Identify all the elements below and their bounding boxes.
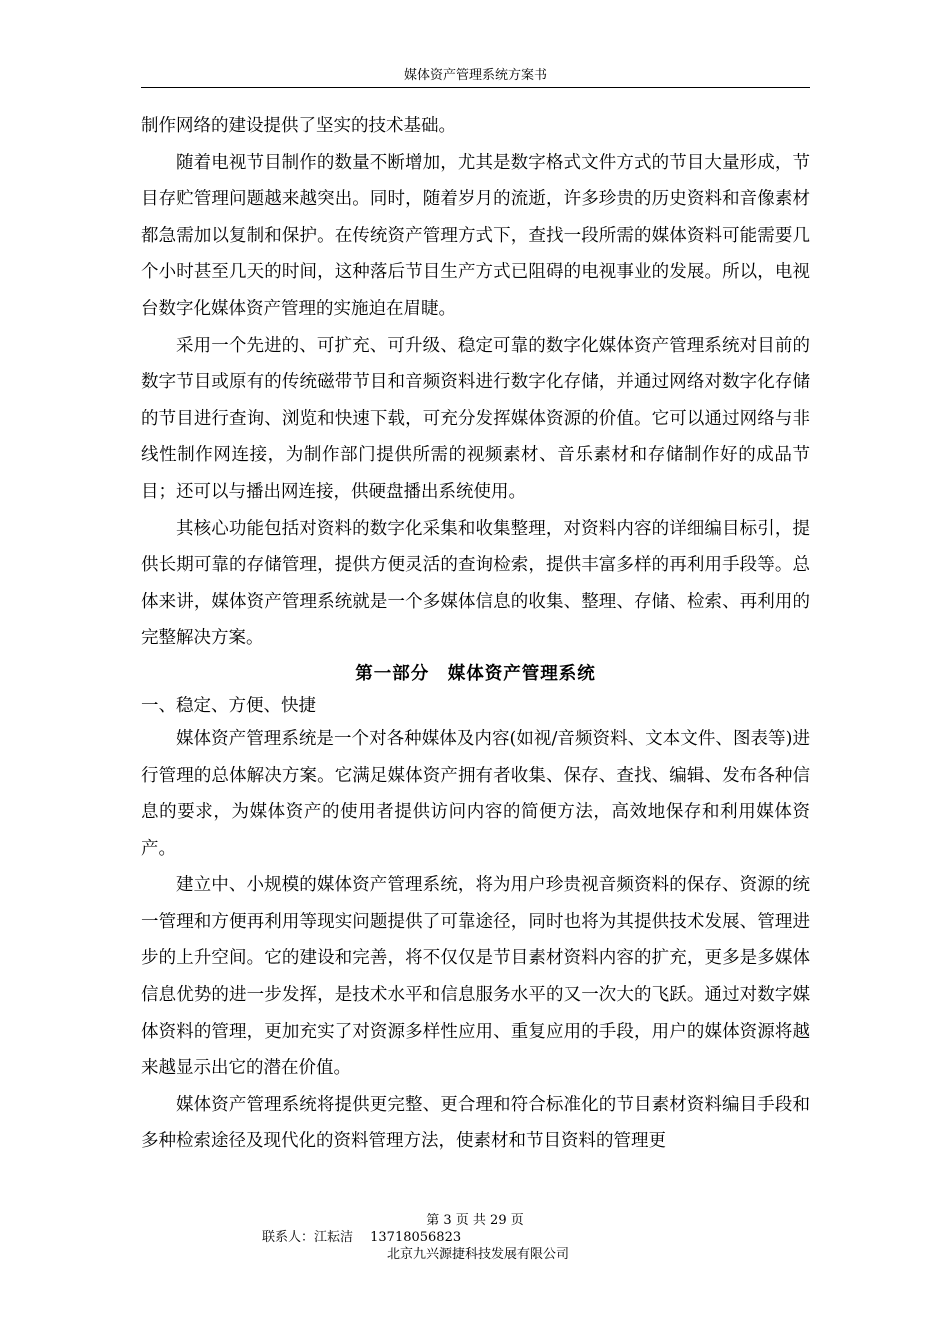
document-body <box>141 108 810 1160</box>
section-title: 第一部分 媒体资产管理系统 <box>355 663 596 684</box>
section-paragraph: 媒体资产管理系统将提供更完整、更合理和符合标准化的节目素材资料编目手段和多种检索途径及现代化的资料管理方法，使素材和节目资料的管理更 <box>141 1094 810 1152</box>
body-paragraph: 采用一个先进的、可扩充、可升级、稳定可靠的数字化媒体资产管理系统对目前的数字节目或原有的传统磁带节目和音频资料进行数字化存储，并通过网络对数字化存储的节目进行查询、浏览和快速下载，可充分发挥媒体资源的价值。它可以通过网络与非线性制作网连接，为制作部门提供所需的视频素材、音乐素材和存储制作好的成品节目；还可以与播出网连接，供硬盘播出系统使用。 <box>141 335 810 502</box>
section-paragraph: 媒体资产管理系统是一个对各种媒体及内容(如视/音频资料、文本文件、图表等)进行管理的总体解决方案。它满足媒体资产拥有者收集、保存、查找、编辑、发布各种信息的要求，为媒体资产的使用者提供访问内容的简便方法，高效地保存和利用媒体资产。 <box>141 728 810 859</box>
page-number: 第 3 页 共 29 页 <box>426 1213 524 1228</box>
page-footer <box>0 1212 950 1263</box>
company-name: 北京九兴源捷科技发展有限公司 <box>386 1247 569 1262</box>
section-subheading: 一、稳定、方便、快捷 <box>141 695 316 716</box>
body-paragraph: 制作网络的建设提供了坚实的技术基础。 <box>141 116 456 136</box>
body-paragraph: 其核心功能包括对资料的数字化采集和收集整理，对资料内容的详细编目标引，提供长期可靠的存储管理，提供方便灵活的查询检索，提供丰富多样的再利用手段等。总体来讲，媒体资产管理系统就是一个多媒体信息的收集、整理、存储、检索、再利用的完整解决方案。 <box>141 518 810 649</box>
body-paragraph: 随着电视节目制作的数量不断增加，尤其是数字格式文件方式的节目大量形成，节目存贮管理问题越来越突出。同时，随着岁月的流逝，许多珍贵的历史资料和音像素材都急需加以复制和保护。在传统资产管理方式下，查找一段所需的媒体资料可能需要几个小时甚至几天的时间，这种落后节目生产方式已阻碍的电视事业的发展。所以，电视台数字化媒体资产管理的实施迫在眉睫。 <box>141 152 810 319</box>
header-title: 媒体资产管理系统方案书 <box>403 68 547 83</box>
section-paragraph: 建立中、小规模的媒体资产管理系统，将为用户珍贵视音频资料的保存、资源的统一管理和方便再利用等现实问题提供了可靠途径，同时也将为其提供技术发展、管理进步的上升空间。它的建设和完善，将不仅仅是节目素材资料内容的扩充，更多是多媒体信息优势的进一步发挥，是技术水平和信息服务水平的又一次大的飞跃。通过对数字媒体资料的管理，更加充实了对资源多样性应用、重复应用的手段，用户的媒体资源将越来越显示出它的潜在价值。 <box>141 875 810 1079</box>
page-header <box>141 68 810 88</box>
contact-info: 联系人：江耘洁 13718056823 <box>262 1230 462 1245</box>
